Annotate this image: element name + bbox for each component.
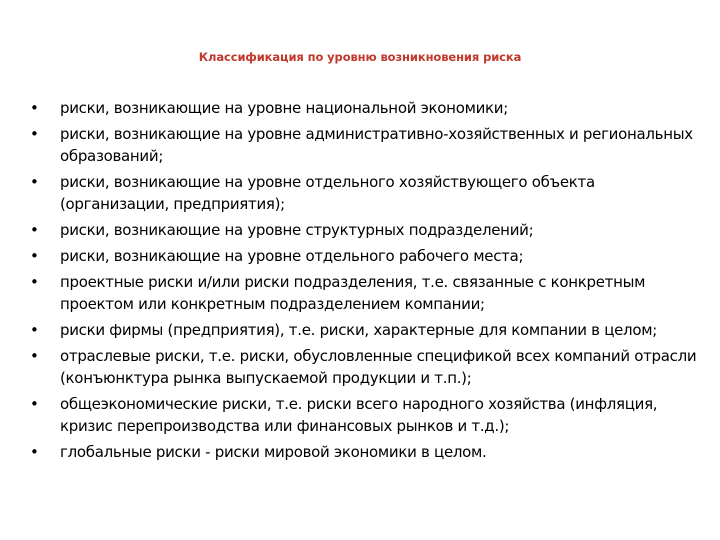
bullet-text: риски фирмы (предприятия), т.е. риски, характерные для компании в целом; bbox=[60, 321, 657, 339]
bullet-icon: • bbox=[30, 395, 39, 413]
bullet-text: риски, возникающие на уровне административно-хозяйственных и региональных образований; bbox=[60, 125, 693, 165]
bullet-item bbox=[30, 97, 700, 119]
bullet-item bbox=[30, 245, 700, 267]
bullet-icon: • bbox=[30, 347, 39, 365]
bullet-icon: • bbox=[30, 173, 39, 191]
bullet-icon: • bbox=[30, 99, 39, 117]
bullet-icon: • bbox=[30, 221, 39, 239]
bullet-text: риски, возникающие на уровне отдельного рабочего места; bbox=[60, 247, 524, 265]
bullet-list bbox=[30, 97, 700, 467]
bullet-text: риски, возникающие на уровне национальной экономики; bbox=[60, 99, 508, 117]
bullet-text: риски, возникающие на уровне структурных подразделений; bbox=[60, 221, 534, 239]
bullet-text: глобальные риски - риски мировой экономики в целом. bbox=[60, 443, 487, 461]
bullet-item bbox=[30, 393, 700, 437]
bullet-item bbox=[30, 345, 700, 389]
bullet-item bbox=[30, 171, 700, 215]
bullet-icon: • bbox=[30, 443, 39, 461]
bullet-item bbox=[30, 271, 700, 315]
bullet-item bbox=[30, 123, 700, 167]
bullet-text: общеэкономические риски, т.е. риски всего народного хозяйства (инфляция, кризис перепроизводства или финансовых рынков и т.д.); bbox=[60, 395, 658, 435]
slide-title: Классификация по уровню возникновения риска bbox=[198, 50, 522, 64]
bullet-icon: • bbox=[30, 125, 39, 143]
bullet-text: проектные риски и/или риски подразделения, т.е. связанные с конкретным проектом или конкретным подразделением компании; bbox=[60, 273, 646, 313]
bullet-text: отраслевые риски, т.е. риски, обусловленные спецификой всех компаний отрасли (конъюнктура рынка выпускаемой продукции и т.п.); bbox=[60, 347, 697, 387]
bullet-item bbox=[30, 319, 700, 341]
bullet-text: риски, возникающие на уровне отдельного хозяйствующего объекта (организации, предприятия); bbox=[60, 173, 595, 213]
bullet-icon: • bbox=[30, 247, 39, 265]
bullet-item bbox=[30, 441, 700, 463]
bullet-icon: • bbox=[30, 273, 39, 291]
bullet-icon: • bbox=[30, 321, 39, 339]
bullet-item bbox=[30, 219, 700, 241]
